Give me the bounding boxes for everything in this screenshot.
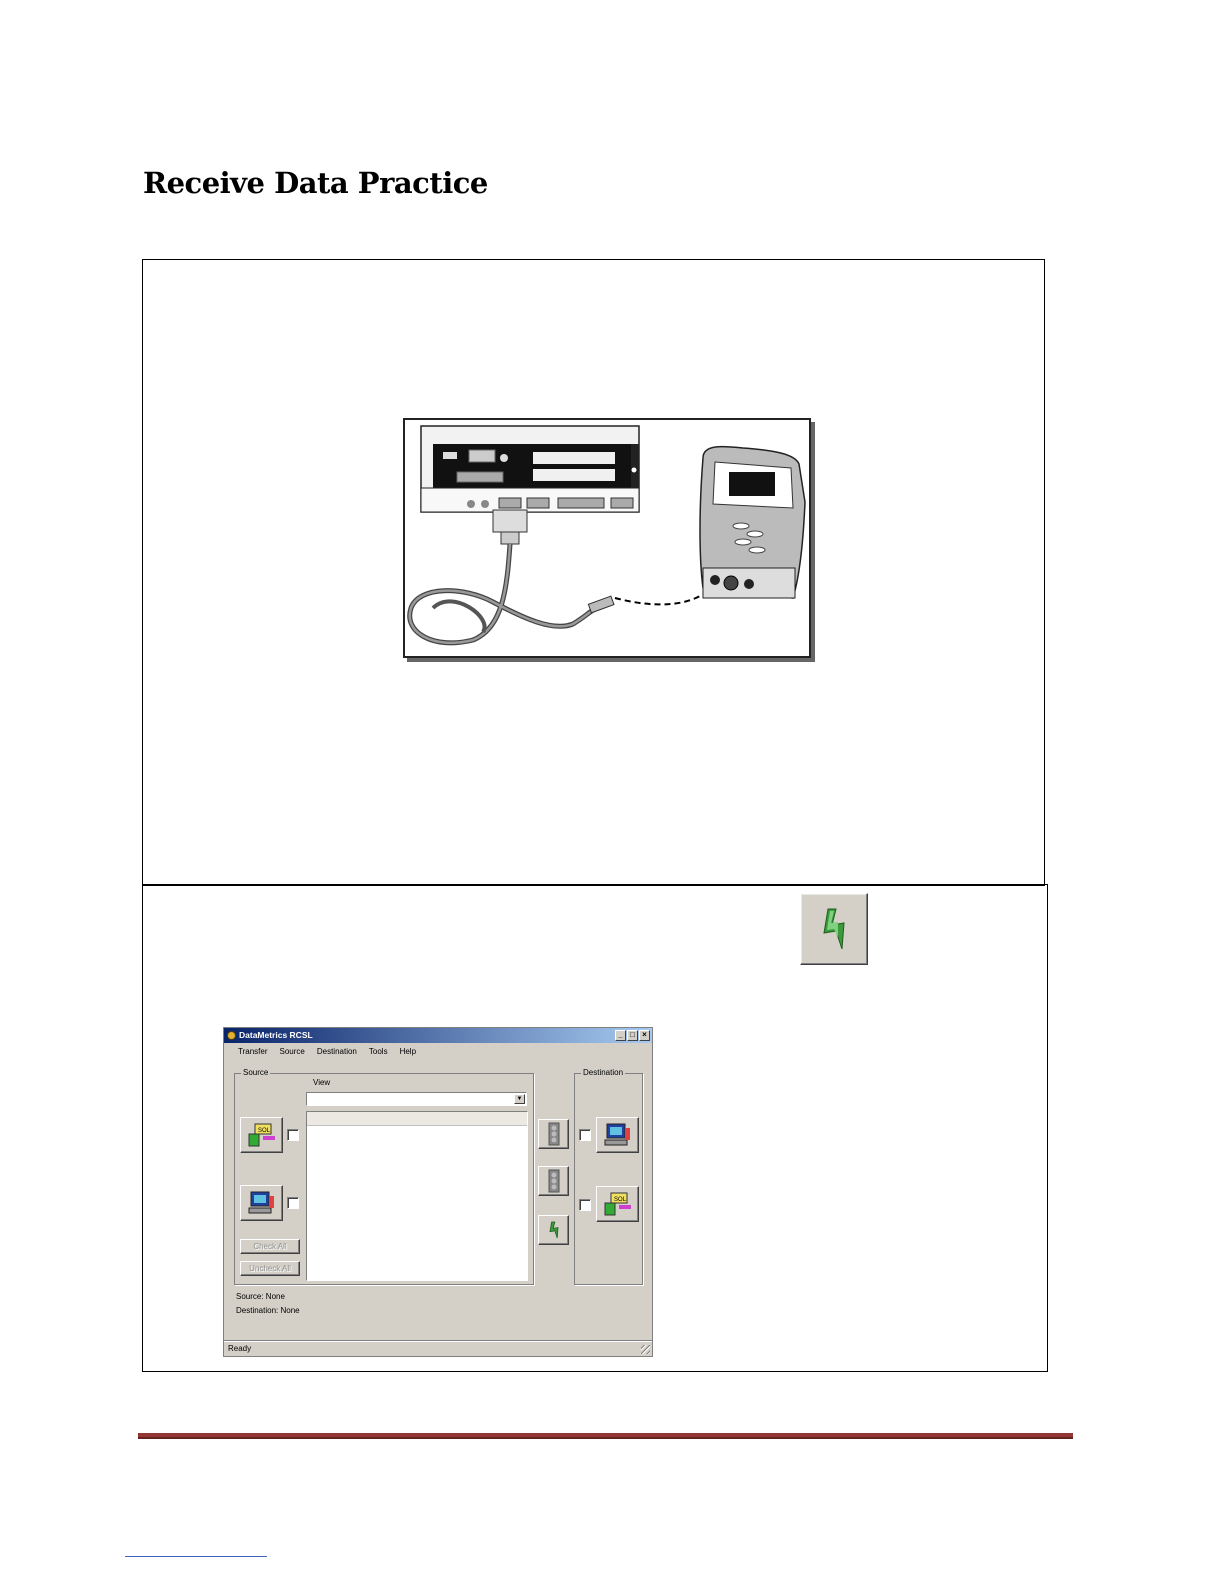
uncheck-all-button[interactable]: Uncheck All [240,1261,300,1276]
view-dropdown[interactable] [306,1092,527,1106]
close-button[interactable]: × [639,1030,650,1041]
source-pc-checkbox[interactable] [287,1197,299,1209]
footer-link-underline [125,1556,267,1557]
menu-tools[interactable]: Tools [368,1047,388,1056]
source-tech2-button[interactable] [240,1117,283,1153]
computer-icon [603,1122,633,1148]
datametrics-rcsl-window [223,1027,653,1357]
status-bar-text: Ready [228,1344,252,1353]
footer-rule [138,1433,1073,1439]
pc-to-scan-tool-drawing [403,418,811,658]
source-file-list[interactable] [306,1111,528,1281]
lightning-transfer-icon [546,1220,562,1240]
menu-help[interactable]: Help [399,1047,417,1056]
destination-group [574,1068,643,1285]
destination-tech2-checkbox[interactable] [579,1199,591,1211]
destination-group-label: Destination [583,1068,624,1077]
destination-status: Destination: None [236,1306,300,1315]
window-title: DataMetrics RCSL [239,1030,313,1040]
list-header [307,1112,527,1126]
tech2-scan-tool-icon [603,1191,633,1217]
computer-icon [247,1190,277,1216]
destination-pc-button[interactable] [596,1117,639,1153]
traffic-light-button-1[interactable] [538,1119,569,1149]
minimize-button[interactable]: _ [615,1030,626,1041]
destination-tech2-button[interactable] [596,1186,639,1222]
page-title: Receive Data Practice [143,166,488,200]
menu-destination[interactable]: Destination [316,1047,357,1056]
lightning-transfer-icon [814,907,854,951]
check-all-button[interactable]: Check All [240,1239,300,1254]
destination-pc-checkbox[interactable] [579,1129,591,1141]
source-tech2-checkbox[interactable] [287,1129,299,1141]
connection-illustration [403,418,815,662]
resize-grip-icon[interactable] [641,1345,650,1354]
transfer-button-large[interactable] [800,893,868,965]
chevron-down-icon[interactable]: ▼ [514,1094,525,1104]
app-icon [227,1031,236,1040]
status-bar [224,1340,652,1356]
transfer-button[interactable] [538,1215,569,1245]
window-titlebar [224,1028,652,1043]
source-group-label: Source [243,1068,269,1077]
menu-bar [224,1045,652,1059]
tech2-scan-tool-icon [247,1122,277,1148]
source-status: Source: None [236,1292,285,1301]
traffic-light-icon [545,1122,563,1146]
svg-text:SOL: SOL [257,1128,270,1134]
view-label: View [313,1078,331,1087]
source-pc-button[interactable] [240,1185,283,1221]
svg-text:SOL: SOL [613,1197,626,1203]
menu-transfer[interactable]: Transfer [238,1047,268,1056]
menu-source[interactable]: Source [279,1047,305,1056]
maximize-button[interactable]: □ [627,1030,638,1041]
traffic-light-icon [545,1169,563,1193]
traffic-light-button-2[interactable] [538,1166,569,1196]
